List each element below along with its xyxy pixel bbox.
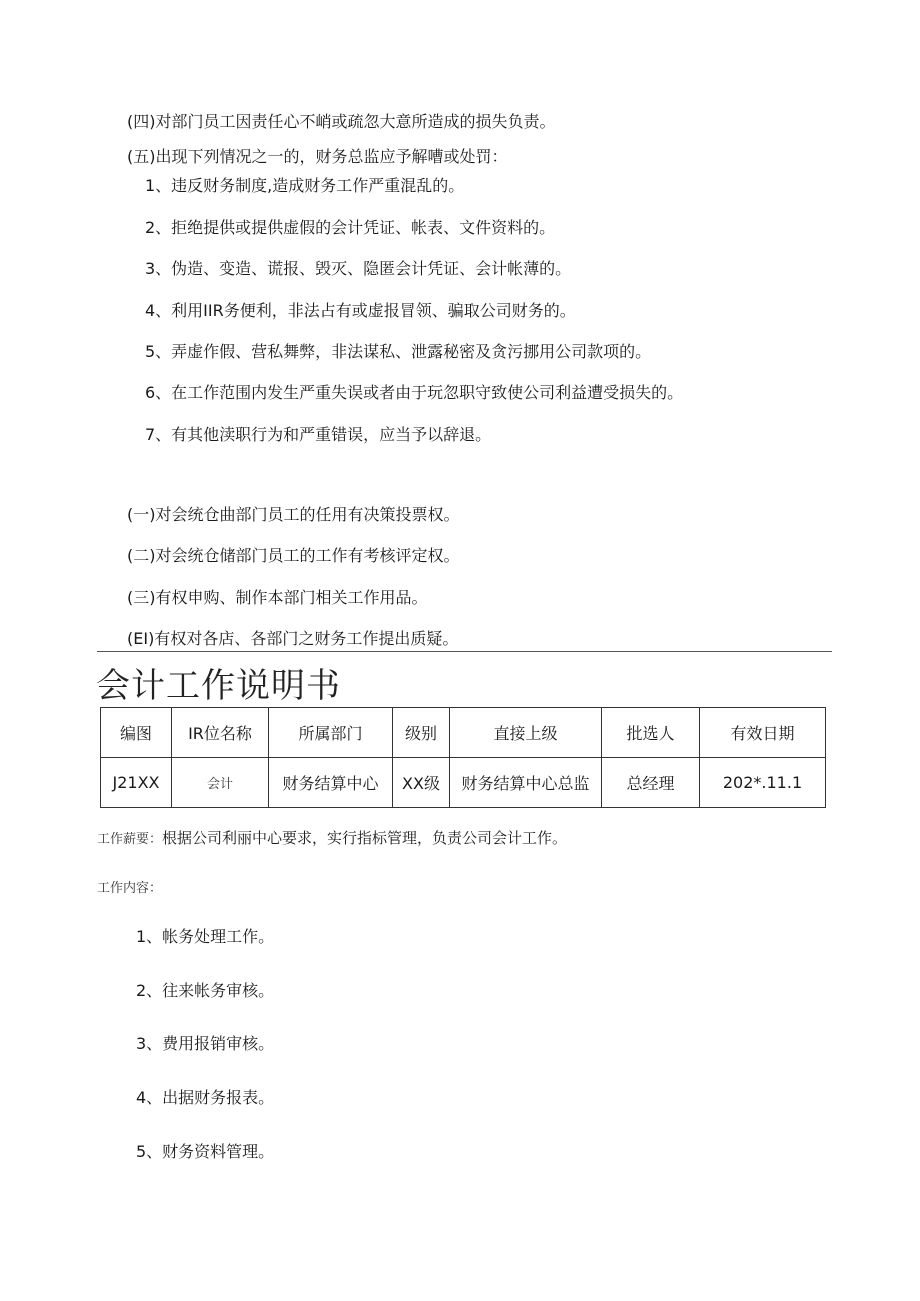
penalty-item-3: 3、伪造、变造、谎报、毁灭、隐匿会计凭证、会计帐薄的。 <box>145 259 572 278</box>
cell-approver: 总经理 <box>602 758 700 808</box>
duty-item-2: 2、往来帐务审核。 <box>136 981 275 1000</box>
position-info-table <box>100 707 826 808</box>
cell-effective-date: 202*.11.1 <box>700 758 826 808</box>
penalty-item-1: 1、违反财务制度,造成财务工作严重混乱的。 <box>145 176 465 195</box>
header-cell-supervisor: 直接上级 <box>450 708 602 758</box>
document-title: 会计工作说明书 <box>96 666 341 706</box>
clause-item-5: (五)出现下列情况之一的，财务总监应予解嘈或处罚： <box>127 147 508 166</box>
work-summary-label: 工作薪要： <box>97 832 163 847</box>
penalty-item-2: 2、拒绝提供或提供虚假的会计凭证、帐表、文件资料的。 <box>145 218 556 237</box>
penalty-item-4: 4、利用IIR务便利，非法占有或虚报冒领、骗取公司财务的。 <box>145 301 576 320</box>
header-cell-department: 所属部门 <box>269 708 393 758</box>
header-cell-position: IR位名称 <box>172 708 269 758</box>
header-cell-code: 编图 <box>101 708 172 758</box>
right-item-4: (EI)有权对各店、各部门之财务工作提出质疑。 <box>127 629 459 648</box>
header-cell-approver: 批选人 <box>602 708 700 758</box>
clause-item-4: (四)对部门员工因责任心不峭或疏忽大意所造成的损失负责。 <box>127 112 556 131</box>
duty-item-5: 5、财务资料管理。 <box>136 1142 275 1161</box>
work-content-label <box>97 877 162 899</box>
section-divider <box>97 651 832 652</box>
header-cell-level: 级别 <box>393 708 450 758</box>
penalty-item-7: 7、有其他渎职行为和严重错误，应当予以辞退。 <box>145 425 492 444</box>
cell-level: XX级 <box>393 758 450 808</box>
duty-item-4: 4、出据财务报表。 <box>136 1088 275 1107</box>
cell-position: 会计 <box>172 758 269 808</box>
duty-item-3: 3、费用报销审核。 <box>136 1034 275 1053</box>
table-header-row <box>101 708 826 758</box>
right-item-2: (二)对会统仓储部门员工的工作有考核评定权。 <box>127 546 460 565</box>
cell-department: 财务结算中心 <box>269 758 393 808</box>
work-summary <box>97 828 567 850</box>
cell-code: J21XX <box>101 758 172 808</box>
right-item-1: (一)对会统仓曲部门员工的任用有决策投票权。 <box>127 505 460 524</box>
cell-supervisor: 财务结算中心总监 <box>450 758 602 808</box>
work-summary-text: 根据公司利丽中心要求，实行指标管理，负责公司会计工作。 <box>162 829 568 847</box>
right-item-3: (三)有权申购、制作本部门相关工作用品。 <box>127 588 428 607</box>
penalty-item-5: 5、弄虚作假、营私舞弊，非法谋私、泄露秘密及贪污挪用公司款项的。 <box>145 342 652 361</box>
work-content-label-text: 工作内容： <box>97 881 163 896</box>
penalty-item-6: 6、在工作范围内发生严重失误或者由于玩忽职守致使公司利益遭受损失的。 <box>145 383 684 402</box>
duty-item-1: 1、帐务处理工作。 <box>136 927 275 946</box>
table-row <box>101 758 826 808</box>
header-cell-effective-date: 有效日期 <box>700 708 826 758</box>
